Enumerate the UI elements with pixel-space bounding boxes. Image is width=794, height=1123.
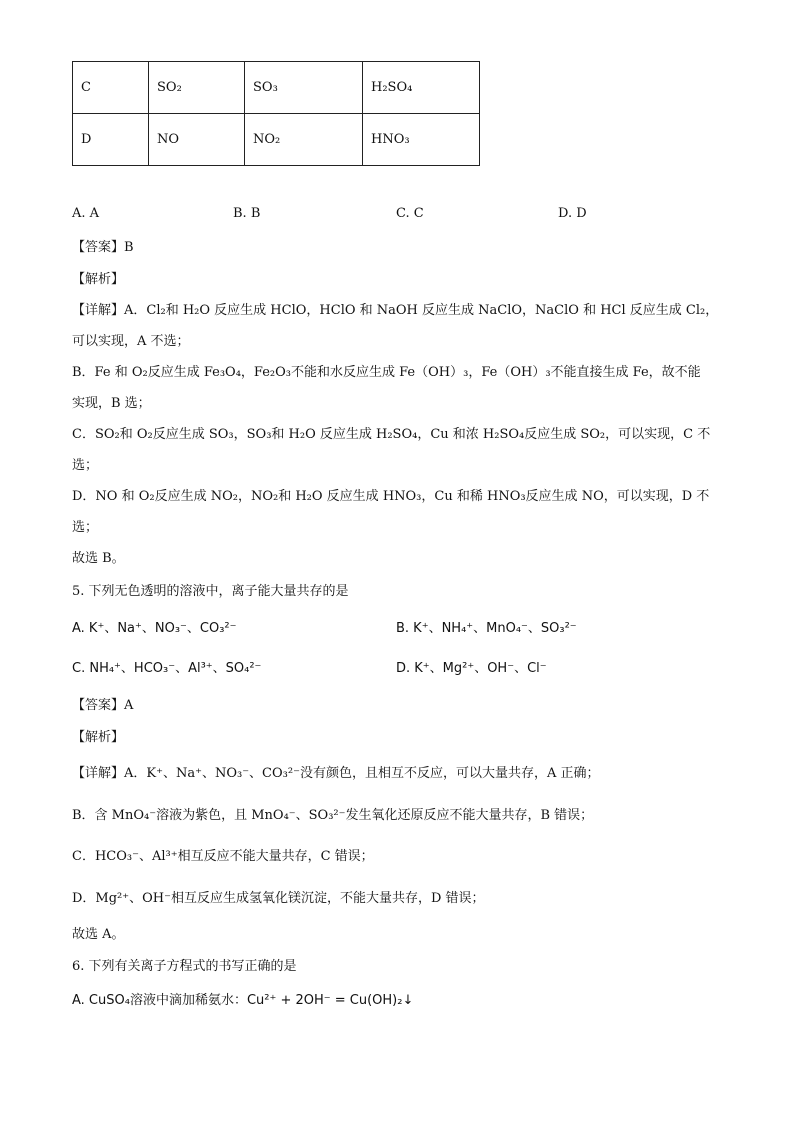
q4-detail-line: 选； (72, 458, 99, 473)
reaction-table (72, 61, 480, 166)
table-cell: NO₂ (245, 114, 363, 166)
q4-option-a: A. A (72, 206, 100, 221)
table-cell: SO₃ (245, 62, 363, 114)
table-row (73, 114, 480, 166)
q4-option-b: B. B (233, 206, 261, 221)
q4-detail-line: 实现，B 选； (72, 396, 151, 411)
table-cell: HNO₃ (363, 114, 480, 166)
q4-answer: 【答案】B (72, 240, 134, 255)
q5-detail-line: 故选 A。 (72, 927, 125, 942)
q4-detail-line: 【详解】A．Cl₂和 H₂O 反应生成 HClO，HClO 和 NaOH 反应生成 NaClO，NaClO 和 HCl 反应生成 Cl₂， (72, 303, 719, 318)
q5-analysis-label: 【解析】 (72, 730, 125, 745)
q5-detail-line: D．Mg²⁺、OH⁻相互反应生成氢氧化镁沉淀，不能大量共存，D 错误； (72, 891, 485, 906)
q5-detail-line: 【详解】A．K⁺、Na⁺、NO₃⁻、CO₃²⁻没有颜色，且相互不反应，可以大量共存，A 正确； (72, 766, 600, 781)
q5-detail-line: C．HCO₃⁻、Al³⁺相互反应不能大量共存，C 错误； (72, 849, 374, 864)
q5-option-a: A. K⁺、Na⁺、NO₃⁻、CO₃²⁻ (72, 621, 237, 636)
q5-answer: 【答案】A (72, 698, 134, 713)
table-cell: SO₂ (149, 62, 245, 114)
q5-option-d: D. K⁺、Mg²⁺、OH⁻、Cl⁻ (396, 661, 547, 676)
q5-detail-line: B．含 MnO₄⁻溶液为紫色，且 MnO₄⁻、SO₃²⁻发生氧化还原反应不能大量共存，B 错误； (72, 808, 594, 823)
q4-detail-line: 选； (72, 520, 99, 535)
q6-option-a: A. CuSO₄溶液中滴加稀氨水：Cu²⁺ + 2OH⁻ = Cu(OH)₂↓ (72, 993, 414, 1008)
q4-detail-line: B．Fe 和 O₂反应生成 Fe₃O₄，Fe₂O₃不能和水反应生成 Fe（OH）₃，Fe（OH）₃不能直接生成 Fe，故不能 (72, 365, 701, 380)
table-cell: C (73, 62, 149, 114)
q5-option-c: C. NH₄⁺、HCO₃⁻、Al³⁺、SO₄²⁻ (72, 661, 262, 676)
table-cell: NO (149, 114, 245, 166)
q4-detail-line: C．SO₂和 O₂反应生成 SO₃，SO₃和 H₂O 反应生成 H₂SO₄，Cu 和浓 H₂SO₄反应生成 SO₂，可以实现，C 不 (72, 427, 711, 442)
table-row (73, 62, 480, 114)
q4-analysis-label: 【解析】 (72, 272, 125, 287)
q5-question: 5. 下列无色透明的溶液中，离子能大量共存的是 (72, 584, 349, 599)
q4-detail-line: D．NO 和 O₂反应生成 NO₂，NO₂和 H₂O 反应生成 HNO₃，Cu 和稀 HNO₃反应生成 NO，可以实现，D 不 (72, 489, 710, 504)
q4-option-d: D. D (558, 206, 587, 221)
table-cell: H₂SO₄ (363, 62, 480, 114)
q6-question: 6. 下列有关离子方程式的书写正确的是 (72, 959, 297, 974)
q5-option-b: B. K⁺、NH₄⁺、MnO₄⁻、SO₃²⁻ (396, 621, 577, 636)
q4-option-c: C. C (396, 206, 424, 221)
q4-detail-line: 故选 B。 (72, 551, 125, 566)
q4-detail-line: 可以实现，A 不选； (72, 334, 190, 349)
table-cell: D (73, 114, 149, 166)
